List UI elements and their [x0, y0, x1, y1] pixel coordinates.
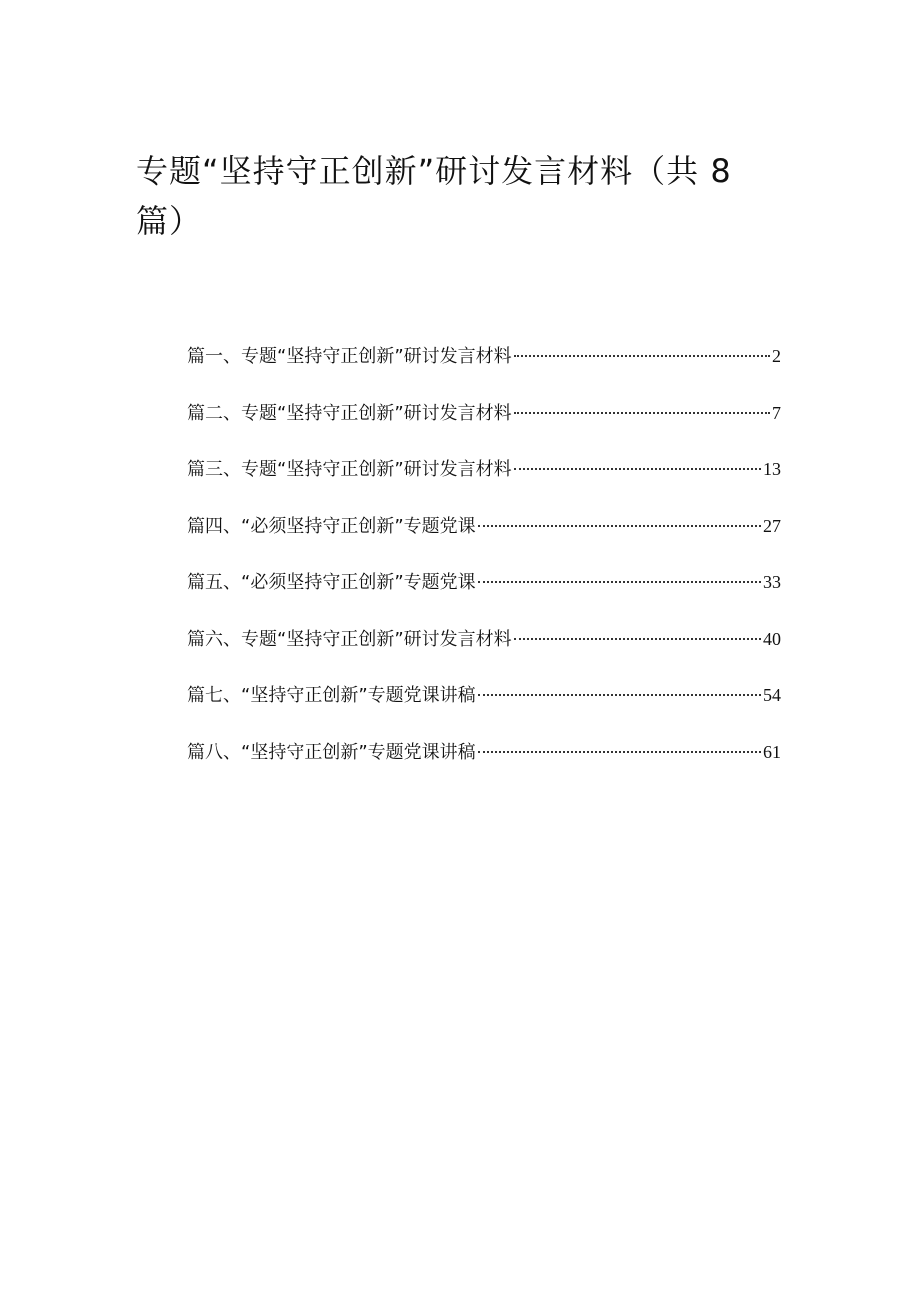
toc-dot-leader	[478, 580, 761, 583]
table-of-contents	[187, 340, 781, 792]
toc-dot-leader	[514, 467, 761, 470]
toc-entry[interactable]	[187, 510, 781, 567]
toc-entry-page-number: 61	[763, 741, 781, 762]
toc-entry-page-number: 13	[763, 459, 781, 479]
toc-entry-label: 篇六、专题“坚持守正创新”研讨发言材料	[187, 628, 512, 650]
toc-entry[interactable]	[187, 623, 781, 680]
toc-dot-leader	[514, 354, 770, 357]
toc-entry[interactable]	[187, 736, 781, 793]
toc-entry[interactable]	[187, 340, 781, 397]
toc-entry-label: 篇七、“坚持守正创新”专题党课讲稿	[187, 685, 476, 706]
toc-entry-label: 篇三、专题“坚持守正创新”研讨发言材料	[187, 459, 512, 480]
toc-entry[interactable]	[187, 397, 781, 454]
toc-entry-label: 篇一、专题“坚持守正创新”研讨发言材料	[187, 346, 512, 367]
toc-entry-label: 篇八、“坚持守正创新”专题党课讲稿	[187, 741, 476, 763]
toc-entry-label: 篇四、“必须坚持守正创新”专题党课	[187, 515, 476, 537]
toc-entry[interactable]	[187, 453, 781, 510]
toc-dot-leader	[478, 750, 761, 753]
toc-entry-page-number: 7	[772, 402, 781, 423]
toc-entry[interactable]	[187, 566, 781, 623]
toc-entry-page-number: 27	[763, 515, 781, 536]
toc-entry-page-number: 54	[763, 685, 781, 705]
toc-entry[interactable]	[187, 679, 781, 736]
toc-entry-label: 篇二、专题“坚持守正创新”研讨发言材料	[187, 402, 512, 424]
toc-entry-page-number: 40	[763, 628, 781, 649]
toc-dot-leader	[514, 411, 770, 414]
document-title: 专题“坚持守正创新”研讨发言材料（共 8 篇）	[136, 152, 732, 240]
toc-entry-label: 篇五、“必须坚持守正创新”专题党课	[187, 572, 476, 593]
toc-entry-page-number: 2	[772, 346, 781, 366]
toc-dot-leader	[514, 637, 761, 640]
toc-dot-leader	[478, 693, 761, 696]
toc-dot-leader	[478, 524, 761, 527]
toc-entry-page-number: 33	[763, 572, 781, 592]
